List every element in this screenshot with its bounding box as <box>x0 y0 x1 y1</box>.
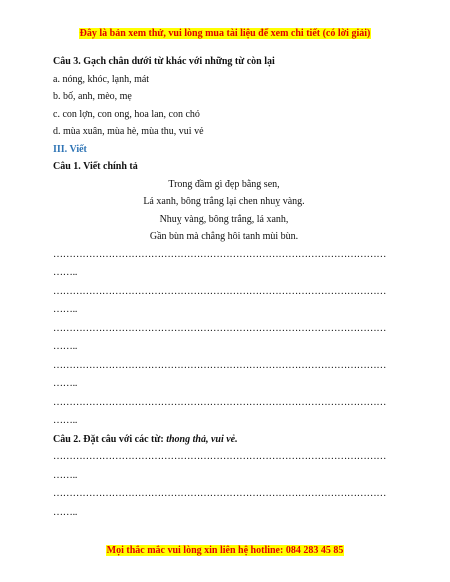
q3-option-d: d. mùa xuân, mùa hè, mùa thu, vui vẻ <box>53 126 204 137</box>
answer-line[interactable]: ………………………………………………………………………………………… <box>53 451 387 462</box>
poem-line-4: Gần bùn mà chẳng hôi tanh mùi bùn. <box>149 231 299 242</box>
answer-line[interactable]: ………………………………………………………………………………………… <box>53 488 387 499</box>
hotline-banner-text: Mọi thắc mắc vui lòng xin liên hệ hotline: 084 283 45 85 <box>106 545 344 556</box>
question-3-title: Câu 3. Gạch chân dưới từ khác với những từ còn lại <box>53 56 275 67</box>
answer-line[interactable]: ………………………………………………………………………………………… <box>53 248 387 260</box>
hotline-banner <box>0 545 450 556</box>
question-2-title <box>53 431 395 449</box>
answer-line[interactable]: ………………………………………………………………………………………… <box>53 396 387 408</box>
answer-line-end[interactable]: …….. <box>53 469 78 481</box>
poem-line-1: Trong đầm gì đẹp bằng sen, <box>168 178 280 190</box>
question-2-prefix: Câu 2. Đặt câu với các từ: <box>53 433 167 445</box>
answer-line-end[interactable]: …….. <box>53 415 78 426</box>
preview-banner-text: Đây là bản xem thử, vui lòng mua tài liệu để xem chi tiết (có lời giải) <box>79 28 371 39</box>
answer-line[interactable]: ………………………………………………………………………………………… <box>53 285 387 297</box>
q3-option-a: a. nóng, khóc, lạnh, mát <box>53 73 150 85</box>
poem-line-2: Lá xanh, bông trắng lại chen nhuỵ vàng. <box>143 196 305 207</box>
q3-option-b: b. bố, anh, mèo, mẹ <box>53 91 132 102</box>
poem-line-3: Nhuỵ vàng, bông trắng, lá xanh, <box>159 213 289 225</box>
question-2-words: thong thả, vui vẻ. <box>166 433 238 445</box>
worksheet-content <box>53 53 395 522</box>
q3-option-c: c. con lợn, con ong, hoa lan, con chó <box>53 108 200 120</box>
answer-line-end[interactable]: …….. <box>53 506 78 518</box>
question-1-title: Câu 1. Viết chính tả <box>53 161 138 172</box>
answer-line[interactable]: ………………………………………………………………………………………… <box>53 359 387 371</box>
answer-line-end[interactable]: …….. <box>53 341 78 352</box>
preview-banner <box>0 28 450 39</box>
answer-line[interactable]: ………………………………………………………………………………………… <box>53 322 387 334</box>
answer-line-end[interactable]: …….. <box>53 267 78 278</box>
answer-line-end[interactable]: …….. <box>53 378 78 389</box>
section-heading-writing: III. Viết <box>53 143 87 155</box>
answer-line-end[interactable]: …….. <box>53 304 78 315</box>
